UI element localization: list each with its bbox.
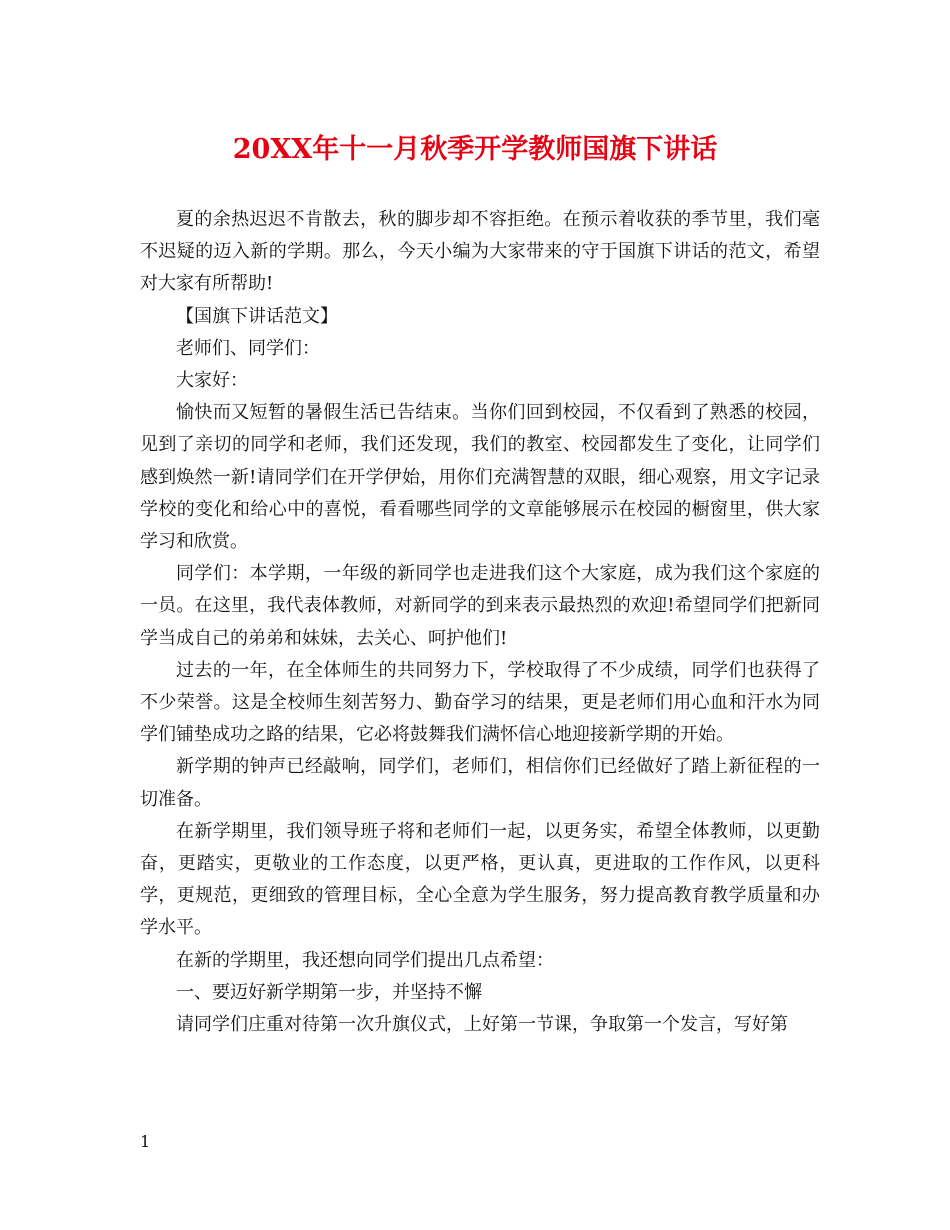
paragraph-new-students: 同学们：本学期，一年级的新同学也走进我们这个大家庭，成为我们这个家庭的一员。在这里，我代表体教师，对新同学的到来表示最热烈的欢迎!希望同学们把新同学当成自己的弟弟和妹妹，去关心、呵护他们!: [140, 563, 820, 649]
page-number: 1: [140, 1132, 151, 1151]
paragraph-teachers: 在新学期里，我们领导班子将和老师们一起，以更务实，希望全体教师，以更勤奋，更踏实，更敬业的工作态度，以更严格，更认真，更进取的工作作风，以更科学，更规范，更细致的管理目标，全心全意为学生服务，努力提高教育教学质量和办学水平。: [140, 820, 820, 939]
paragraph-new-term: 新学期的钟声已经敲响，同学们，老师们，相信你们已经做好了踏上新征程的一切准备。: [140, 756, 820, 810]
paragraph-hopes: 在新的学期里，我还想向同学们提出几点希望：: [176, 949, 554, 971]
paragraph-first-things: 请同学们庄重对待第一次升旗仪式，上好第一节课，争取第一个发言，写好第: [176, 1014, 788, 1036]
paragraph-point-one: 一、要迈好新学期第一步，并坚持不懈: [176, 981, 482, 1003]
paragraph-greeting: 大家好：: [176, 370, 248, 392]
paragraph-section-heading: 【国旗下讲话范文】: [176, 305, 338, 327]
document-body: [140, 204, 820, 1041]
paragraph-summer-end: 愉快而又短暂的暑假生活已告结束。当你们回到校园，不仅看到了熟悉的校园，见到了亲切的同学和老师，我们还发现，我们的教室、校园都发生了变化，让同学们感到焕然一新!请同学们在开学伊始，用你们充满智慧的双眼，细心观察，用文字记录学校的变化和给心中的喜悦，看看哪些同学的文章能够展示在校园的橱窗里，供大家学习和欣赏。: [140, 402, 820, 553]
document-title: 20XX年十一月秋季开学教师国旗下讲话: [232, 134, 718, 165]
paragraph-past-year: 过去的一年，在全体师生的共同努力下，学校取得了不少成绩，同学们也获得了不少荣誉。这是全校师生刻苦努力、勤奋学习的结果，更是老师们用心血和汗水为同学们铺垫成功之路的结果，它必将鼓舞我们满怀信心地迎接新学期的开始。: [140, 659, 820, 746]
paragraph-salutation: 老师们、同学们：: [176, 337, 320, 359]
paragraph-intro: 夏的余热迟迟不肯散去，秋的脚步却不容拒绝。在预示着收获的季节里，我们毫不迟疑的迈入新的学期。那么，今天小编为大家带来的守于国旗下讲话的范文，希望对大家有所帮助!: [140, 209, 820, 295]
